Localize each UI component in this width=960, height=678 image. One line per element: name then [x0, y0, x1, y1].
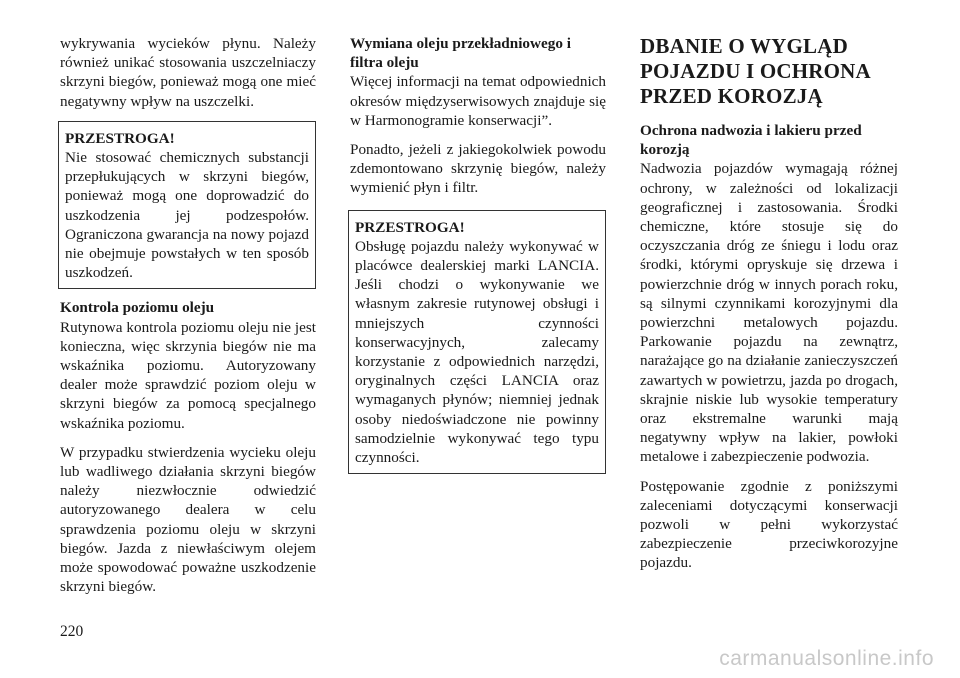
body-paragraph: Nadwozia pojazdów wymagają różnej ochrony, w zależności od lokalizacji geograficznej i zastosowania. Środki chemiczne, które stosuje się do oczyszczania dróg ze śniegu i lodu oraz środki, którymi opryskuje się drzewa i powierzchnie dróg w innych porach roku, są silnymi czynnikami korozyjnymi dla powierzchni metalowych pojazdu. Parkowanie pojazdu na zewnątrz, narażające go na działanie zanieczyszczeń zawartych w powietrzu, jazda po drogach, skrajnie niskie lub wysokie temperatury oraz ekstremalne warunki mają negatywny wpływ na lakier, powłoki metalowe i zabezpieczenie podwozia. — [640, 160, 898, 466]
warning-title: PRZESTROGA! — [355, 218, 465, 236]
body-paragraph: Więcej informacji na temat odpowiednich okresów międzyserwisowych znajduje się w Harmonogramie konserwacji”. — [350, 73, 606, 129]
page-number: 220 — [60, 623, 84, 640]
section-subtitle: Kontrola poziomu oleju — [60, 299, 215, 317]
body-paragraph: Ponadto, jeżeli z jakiegokolwiek powodu zdemontowano skrzynię biegów, należy wymienić płyn i filtr. — [350, 141, 606, 197]
watermark: carmanualsonline.info — [719, 647, 934, 670]
body-paragraph: W przypadku stwierdzenia wycieku oleju lub wadliwego działania skrzyni biegów należy niezwłocznie odwiedzić autoryzowanego dealera w celu sprawdzenia poziomu oleju w skrzyni biegów. Jazda z niewłaściwym olejem może spowodować poważne uszkodzenie skrzyni biegów. — [60, 443, 316, 596]
section-heading: DBANIE O WYGLĄD POJAZDU I OCHRONA PRZED KOROZJĄ — [640, 34, 870, 108]
body-paragraph: Rutynowa kontrola poziomu oleju nie jest konieczna, więc skrzynia biegów nie ma wskaźnika poziomu. Autoryzowany dealer może sprawdzić poziom oleju w skrzyni biegów za pomocą specjalnego wskaźnika poziomu. — [60, 318, 316, 432]
column-middle — [350, 34, 606, 483]
body-paragraph: Postępowanie zgodnie z poniższymi zaleceniami dotyczącymi konserwacji pozwoli w pełni wykorzystać zabezpieczenie przeciwkorozyjne pojazdu. — [640, 477, 898, 572]
intro-paragraph: wykrywania wycieków płynu. Należy również unikać stosowania uszczelniaczy skrzyni biegów, ponieważ mogą one mieć negatywny wpływ na uszczelki. — [60, 35, 316, 110]
warning-box — [58, 121, 316, 290]
warning-text: Obsługę pojazdu należy wykonywać w placówce dealerskiej marki LANCIA. Jeśli chodzi o wykonywanie we własnym zakresie rutynowej obsługi i mniejszych czynności konserwacyjnych, zalecamy korzystanie z odpowiednich narzędzi, oryginalnych części LANCIA oraz wymaganych płynów; niemniej jednak osoby niedoświadczone nie powinny samodzielnie wykonywać tego typu czynności. — [355, 237, 599, 467]
section-subtitle: Ochrona nadwozia i lakieru przed korozją — [640, 122, 862, 159]
section-subtitle: Wymiana oleju przekładniowego i filtra oleju — [350, 35, 571, 72]
warning-title: PRZESTROGA! — [65, 129, 175, 147]
column-right — [640, 34, 898, 583]
warning-box — [348, 210, 606, 475]
column-left — [60, 34, 316, 606]
warning-text: Nie stosować chemicznych substancji przepłukujących w skrzyni biegów, ponieważ mogą one doprowadzić do uszkodzenia jej podzespołów. Ograniczona gwarancja na nowy pojazd nie obejmuje powstałych w ten sposób uszkodzeń. — [65, 149, 309, 282]
